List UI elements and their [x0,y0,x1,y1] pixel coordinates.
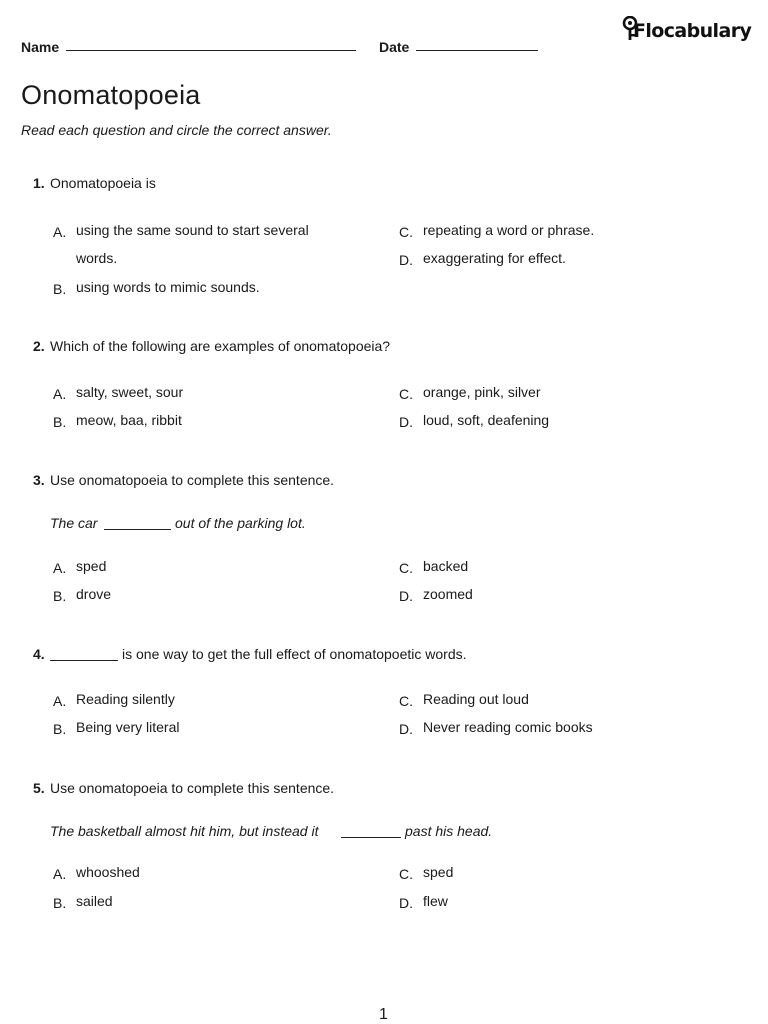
option-letter[interactable]: B. [53,588,67,604]
option-letter[interactable]: A. [53,693,67,709]
option-text[interactable]: sped [76,558,107,574]
question-number: 4. [33,646,45,662]
option-text[interactable]: drove [76,586,112,602]
question-text: is one way to get the full effect of onomatopoetic words. [122,646,467,662]
option-letter[interactable]: A. [53,560,67,576]
option-text[interactable]: salty, sweet, sour [76,384,184,400]
question-text: Onomatopoeia is [50,175,156,191]
date-label: Date [379,39,410,55]
option-letter[interactable]: D. [399,252,413,268]
option-text[interactable]: using words to mimic sounds. [76,279,260,295]
sentence-part-after: past his head. [405,823,493,839]
option-letter[interactable]: C. [399,386,413,402]
option-letter[interactable]: A. [53,224,67,240]
question-number: 3. [33,472,45,488]
logo-text: Flocabulary [633,20,752,42]
sentence-part-after: out of the parking lot. [175,515,306,531]
option-letter[interactable]: C. [399,560,413,576]
page-title: Onomatopoeia [21,80,201,110]
option-text[interactable]: repeating a word or phrase. [423,222,595,238]
option-text[interactable]: orange, pink, silver [423,384,541,400]
option-letter[interactable]: D. [399,895,413,911]
option-text[interactable]: Never reading comic books [423,719,593,735]
option-text[interactable]: Being very literal [76,719,180,735]
date-field[interactable] [416,50,538,51]
option-letter[interactable]: C. [399,866,413,882]
question-number: 2. [33,338,45,354]
option-text[interactable]: using the same sound to start several words. [76,222,309,266]
option-letter[interactable]: B. [53,281,67,297]
question-number: 5. [33,780,45,796]
name-label: Name [21,39,60,55]
option-text[interactable]: zoomed [423,586,473,602]
option-letter[interactable]: B. [53,414,67,430]
question-blank [50,660,118,661]
option-letter[interactable]: B. [53,721,67,737]
option-text[interactable]: whooshed [76,864,140,880]
option-letter[interactable]: D. [399,588,413,604]
option-letter[interactable]: B. [53,895,67,911]
option-letter[interactable]: D. [399,414,413,430]
flocabulary-logo [622,16,752,46]
question-text: Which of the following are examples of onomatopoeia? [50,338,391,354]
instructions: Read each question and circle the correct answer. [21,122,332,138]
option-letter[interactable]: A. [53,866,67,882]
option-text[interactable]: loud, soft, deafening [423,412,550,428]
option-letter[interactable]: A. [53,386,67,402]
option-text[interactable]: exaggerating for effect. [423,250,566,266]
option-text[interactable]: sped [423,864,454,880]
option-letter[interactable]: C. [399,693,413,709]
sentence-part-before: The car [50,515,98,531]
option-text[interactable]: Reading out loud [423,691,529,707]
sentence-blank [104,529,171,530]
option-text[interactable]: meow, baa, ribbit [76,412,182,428]
sentence-part-before: The basketball almost hit him, but instead it [50,823,319,839]
question-text: Use onomatopoeia to complete this sentence. [50,780,335,796]
sentence-blank [341,837,401,838]
option-text[interactable]: sailed [76,893,113,909]
question-text: Use onomatopoeia to complete this sentence. [50,472,335,488]
option-text[interactable]: flew [423,893,448,909]
name-field[interactable] [66,50,356,51]
option-letter[interactable]: D. [399,721,413,737]
option-letter[interactable]: C. [399,224,413,240]
option-text[interactable]: backed [423,558,469,574]
option-text[interactable]: Reading silently [76,691,175,707]
page-number: 1 [379,1006,388,1023]
question-number: 1. [33,175,45,191]
